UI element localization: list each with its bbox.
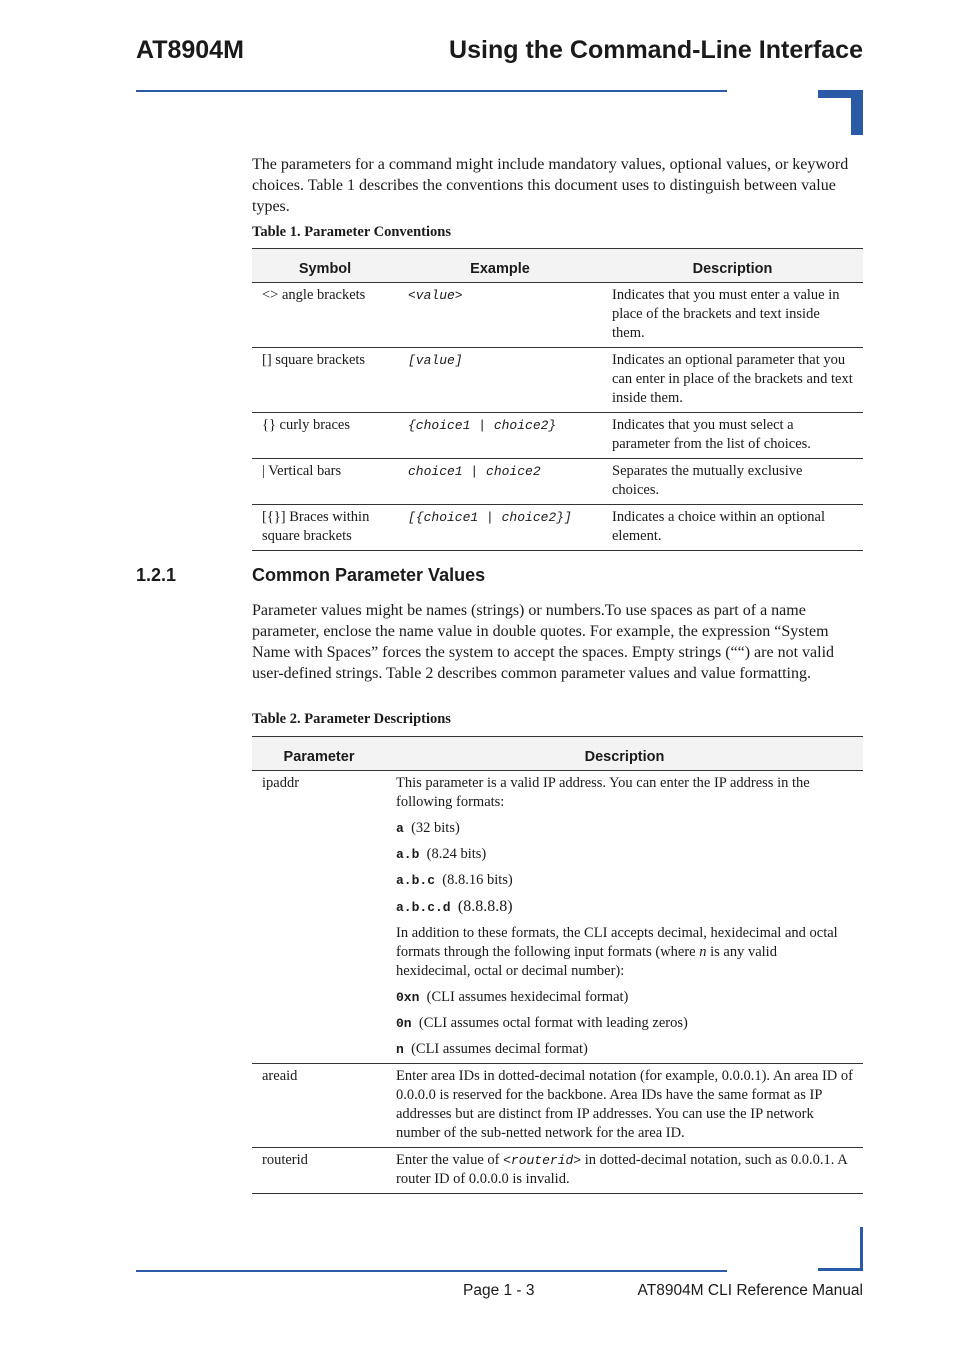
parameter-cell: ipaddr — [252, 771, 386, 1064]
table-row — [252, 283, 863, 348]
section-title: Common Parameter Values — [252, 565, 486, 585]
input-code: n — [396, 1042, 404, 1057]
description-cell: Indicates that you must select a parameter from the list of choices. — [602, 413, 863, 459]
format-line — [396, 897, 853, 917]
input-line — [396, 1040, 853, 1059]
header-rule — [136, 90, 727, 92]
intro-block — [252, 154, 863, 217]
format-code: a.b.c — [396, 873, 436, 888]
parameter-conventions-table — [252, 248, 863, 551]
table1-caption: Table 1. Parameter Conventions — [252, 224, 451, 240]
description-cell: Indicates a choice within an optional element. — [602, 505, 863, 551]
description-cell: Indicates an optional parameter that you can enter in place of the brackets and text inside them. — [602, 348, 863, 413]
input-note: (CLI assumes decimal format) — [411, 1041, 588, 1057]
areaid-description-cell: Enter area IDs in dotted-decimal notation (for example, 0.0.0.1). An area ID of 0.0.0.0 is reserved for the backbone. Area IDs have the same format as IP addresses but are distinct from IP addresses. You can use the IP network number of the sub-netted network for the area ID. — [386, 1064, 863, 1148]
table-row — [252, 413, 863, 459]
footer-corner-mark-bottom — [818, 1268, 863, 1271]
example-cell: [{choice1 | choice2}] — [398, 505, 602, 551]
input-line — [396, 1014, 853, 1033]
input-line — [396, 988, 853, 1007]
format-code: a.b — [396, 847, 420, 862]
ipaddr-intro: This parameter is a valid IP address. You can enter the IP address in the following formats: — [396, 775, 810, 810]
header-corner-mark-vertical — [851, 90, 863, 135]
section-body-block — [252, 600, 863, 684]
intro-paragraph: The parameters for a command might include mandatory values, optional values, or keyword choices. Table 1 describes the conventions this document uses to distinguish between value types. — [252, 156, 849, 215]
table2-header-description: Description — [386, 737, 863, 771]
extra-text-after: is any valid hexidecimal, octal or decimal number): — [396, 944, 777, 979]
parameter-descriptions-table — [252, 736, 863, 1194]
routerid-text-after: in dotted-decimal notation, such as 0.0.0.1. A router ID of 0.0.0.0 is invalid. — [396, 1152, 847, 1187]
input-note: (CLI assumes hexidecimal format) — [426, 989, 629, 1005]
format-line — [396, 845, 853, 864]
symbol-cell: [{}] Braces within square brackets — [252, 505, 398, 551]
header-chapter-title: Using the Command-Line Interface — [449, 36, 863, 64]
header-product: AT8904M — [136, 36, 244, 64]
footer-rule — [136, 1270, 727, 1272]
parameter-cell: routerid — [252, 1148, 386, 1194]
footer-corner-mark — [860, 1227, 863, 1271]
table1-header-row — [252, 249, 863, 283]
input-code: 0xn — [396, 990, 420, 1005]
extra-text-before: In addition to these formats, the CLI accepts decimal, hexidecimal and octal formats through the following input formats (where — [396, 925, 838, 960]
ipaddr-extra — [396, 924, 853, 981]
symbol-cell: {} curly braces — [252, 413, 398, 459]
table1-header-symbol: Symbol — [252, 249, 398, 283]
example-cell: choice1 | choice2 — [398, 459, 602, 505]
table-row — [252, 771, 863, 1064]
format-note: (8.24 bits) — [426, 846, 487, 862]
footer-manual-title: AT8904M CLI Reference Manual — [637, 1282, 863, 1299]
example-cell: [value] — [398, 348, 602, 413]
routerid-description-cell — [386, 1148, 863, 1194]
example-cell: {choice1 | choice2} — [398, 413, 602, 459]
format-note: (8.8.8.8) — [457, 898, 513, 915]
description-cell: Indicates that you must enter a value in place of the brackets and text inside them. — [602, 283, 863, 348]
format-note: (8.8.16 bits) — [442, 872, 513, 888]
table-row — [252, 505, 863, 551]
table1-container — [252, 248, 863, 551]
extra-variable: n — [699, 944, 707, 960]
format-code: a.b.c.d — [396, 900, 451, 915]
table2-header-row — [252, 737, 863, 771]
input-code: 0n — [396, 1016, 412, 1031]
symbol-cell: <> angle brackets — [252, 283, 398, 348]
routerid-code: <routerid> — [503, 1153, 582, 1168]
table-row — [252, 348, 863, 413]
table2-header-parameter: Parameter — [252, 737, 386, 771]
symbol-cell: [] square brackets — [252, 348, 398, 413]
table-row — [252, 1064, 863, 1148]
ipaddr-description-cell — [386, 771, 863, 1064]
example-cell: <value> — [398, 283, 602, 348]
parameter-cell: areaid — [252, 1064, 386, 1148]
symbol-cell: | Vertical bars — [252, 459, 398, 505]
format-code: a — [396, 821, 404, 836]
table1-header-description: Description — [602, 249, 863, 283]
format-line — [396, 819, 853, 838]
table2-caption: Table 2. Parameter Descriptions — [252, 711, 451, 727]
format-note: (32 bits) — [411, 820, 460, 836]
routerid-text-before: Enter the value of — [396, 1152, 500, 1168]
table1-header-example: Example — [398, 249, 602, 283]
footer-page-number: Page 1 - 3 — [463, 1282, 535, 1299]
table-row — [252, 1148, 863, 1194]
input-note: (CLI assumes octal format with leading zeros) — [418, 1015, 688, 1031]
format-line — [396, 871, 853, 890]
description-cell: Separates the mutually exclusive choices. — [602, 459, 863, 505]
table2-container — [252, 736, 863, 1194]
section-number: 1.2.1 — [136, 565, 177, 585]
section-paragraph: Parameter values might be names (strings) or numbers.To use spaces as part of a name parameter, enclose the name value in double quotes. For example, the expression “System Name with Spaces” forces the system to accept the spaces. Empty strings (““) are not valid user-defined strings. Table 2 describes common parameter values and value formatting. — [252, 602, 835, 682]
table-row — [252, 459, 863, 505]
